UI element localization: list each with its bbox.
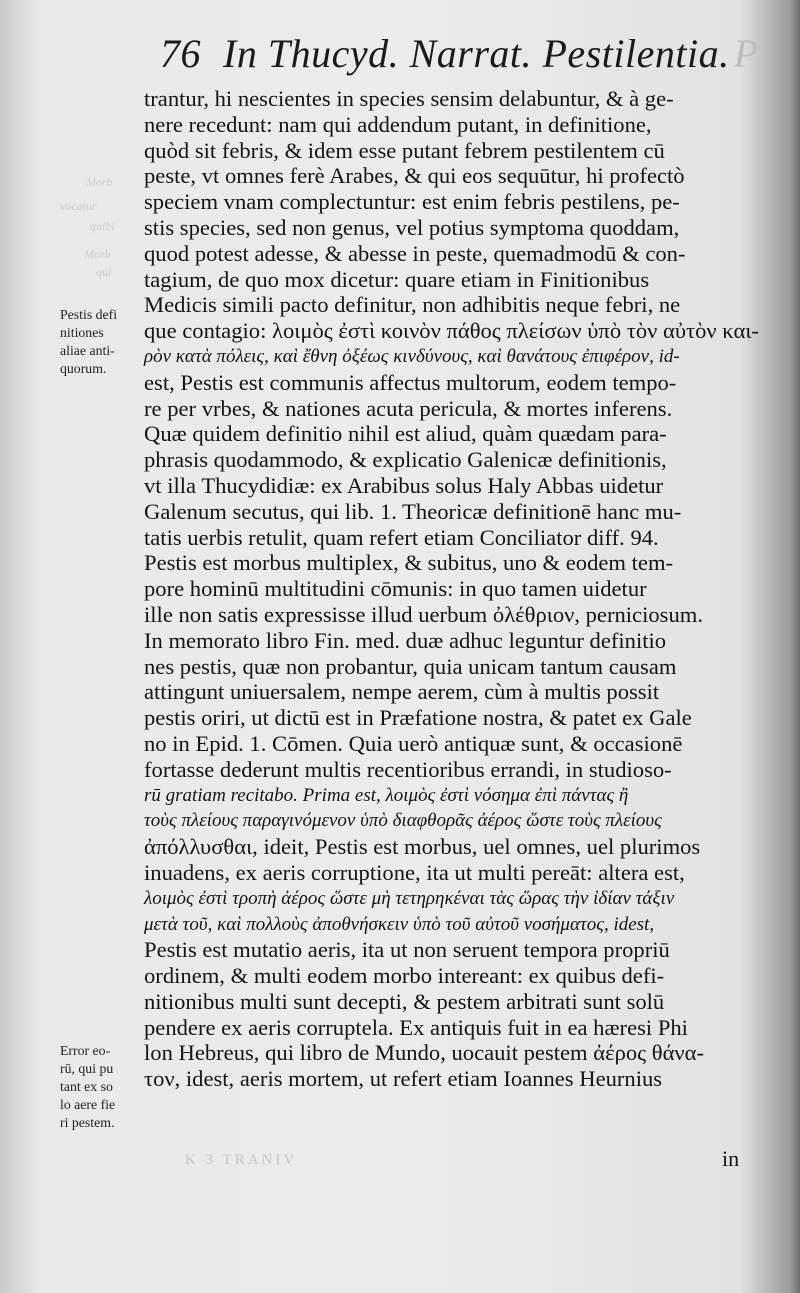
- bleed-through-text: qui: [96, 265, 112, 279]
- running-header: [160, 30, 759, 77]
- text-line: attingunt uniuersalem, nempe aerem, cùm à multis possit: [144, 679, 660, 705]
- margin-note-line: Pestis defi: [60, 307, 118, 322]
- catchword: in: [722, 1146, 740, 1171]
- margin-note-line: rū, qui pu: [60, 1061, 114, 1076]
- text-line: Medicis simili pacto definitur, non adhibitis neque febri, ne: [144, 292, 681, 318]
- text-line: Pestis est morbus multiplex, & subitus, uno & eodem tem-: [144, 550, 674, 576]
- text-line: phrasis quodammodo, & explicatio Galenicæ definitionis,: [144, 447, 667, 473]
- bleed-through-text: vocatur: [60, 199, 97, 213]
- margin-note-line: nitiones: [60, 325, 104, 340]
- ghost-letter: P: [733, 31, 759, 76]
- text-line: stis species, sed non genus, vel potius symptoma quoddam,: [144, 214, 680, 240]
- margin-note-line: lo aere fie: [60, 1097, 116, 1112]
- margin-note-definitions: [60, 306, 142, 378]
- bleed-through-text: quibl: [90, 219, 115, 233]
- text-line: ille non satis expressisse illud uerbum ὀλέθριον, perniciosum.: [144, 601, 703, 627]
- text-line: rū gratiam recitabo. Prima est, λοιμὸς ἐστὶ νόσημα ἐπὶ πάντας ἢ: [144, 784, 629, 806]
- text-line: pore hominū multitudini cōmunis: in quo tamen uidetur: [144, 576, 647, 602]
- text-line: ἀπόλλυσθαι, ideit, Pestis est morbus, uel omnes, uel plurimos: [144, 834, 701, 860]
- text-line: inuadens, ex aeris corruptione, ita ut multi pereāt: altera est,: [144, 859, 685, 885]
- bleed-through-text: Morb: [84, 247, 111, 261]
- margin-note-line: aliae anti-: [60, 343, 115, 358]
- running-title: In Thucyd. Narrat. Pestilentia.: [223, 31, 730, 76]
- text-line: nere recedunt: nam qui addendum putant, in definitione,: [144, 111, 652, 137]
- text-line: no in Epid. 1. Cōmen. Quia uerò antiquæ sunt, & occasionē: [144, 730, 683, 756]
- text-line: fortasse dederunt multis recentioribus errandi, in studioso-: [144, 756, 672, 782]
- text-line: re per vrbes, & nationes acuta pericula, & mortes inferens.: [144, 395, 673, 421]
- margin-note-line: tant ex so: [60, 1079, 113, 1094]
- text-line: Galenum secutus, qui lib. 1. Theoricæ definitionē hanc mu-: [144, 498, 682, 524]
- text-line: Quæ quidem definitio nihil est aliud, quàm quædam para-: [144, 421, 667, 447]
- text-line: λοιμὸς ἐστὶ τροπὴ ἀέρος ὥστε μὴ τετηρηκέναι τὰς ὥρας τὴν ἰδίαν τάξιν: [144, 887, 675, 909]
- text-line: est, Pestis est communis affectus multorum, eodem tempo-: [144, 369, 677, 395]
- text-line: lon Hebreus, qui libro de Mundo, uocauit pestem ἀέρος θάνα-: [144, 1040, 705, 1066]
- text-line: nitionibus multi sunt decepti, & pestem arbitrati sunt solū: [144, 988, 665, 1014]
- margin-note-error: [60, 1042, 142, 1132]
- margin-note-line: Error eo-: [60, 1043, 111, 1058]
- text-line: vt illa Thucydidiæ: ex Arabibus solus Haly Abbas uidetur: [144, 472, 664, 498]
- text-line: pestis oriri, ut dictū est in Præfatione nostra, & patet ex Gale: [144, 705, 692, 731]
- text-line: tagium, de quo mox dicetur: quare etiam in Finitionibus: [144, 266, 650, 292]
- text-line: Pestis est mutatio aeris, ita ut non seruent tempora propriū: [144, 937, 670, 963]
- margin-note-line: ri pestem.: [60, 1115, 115, 1130]
- text-line: nes pestis, quæ non probantur, quia unicam tantum causam: [144, 653, 677, 679]
- text-line: In memorato libro Fin. med. duæ adhuc leguntur definitio: [144, 627, 667, 653]
- text-line: speciem vnam complectuntur: est enim febris pestilens, pe-: [144, 189, 680, 215]
- body-text: [144, 86, 764, 1092]
- text-line: que contagio: λοιμὸς ἐστὶ κοινὸν πάθος πλείσων ὑπὸ τὸν αὐτὸν και-: [144, 318, 759, 344]
- text-line: quod potest adesse, & abesse in peste, quemadmodū & con-: [144, 240, 686, 266]
- text-line: ordinem, & multi eodem morbo intereant: ex quibus defi-: [144, 963, 665, 989]
- text-line: trantur, hi nescientes in species sensim delabuntur, & à ge-: [144, 86, 674, 111]
- text-line: peste, vt omnes ferè Arabes, & qui eos sequūtur, hi profectò: [144, 163, 685, 189]
- page-number: 76: [160, 31, 201, 76]
- text-line: μετὰ τοῦ, καὶ πολλοὺς ἀποθνήσκειν ὑπὸ τοῦ αὐτοῦ νοσήματος, idest,: [144, 913, 655, 935]
- text-line: τον, idest, aeris mortem, ut refert etiam Ioannes Heurnius: [144, 1066, 663, 1092]
- text-line: τοὺς πλείους παραγινόμενον ὑπὸ διαφθορᾶς ἀέρος ὥστε τοὺς πλείους: [144, 810, 662, 832]
- margin-note-line: quorum.: [60, 361, 107, 376]
- footer-ghost-text: K 3 TRANIV: [185, 1152, 298, 1168]
- text-line: tatis uerbis retulit, quam refert etiam Conciliator diff. 94.: [144, 524, 659, 550]
- bleed-through-text: Morb: [86, 175, 113, 189]
- text-line: ρὸν κατὰ πόλεις, καὶ ἔθνη ὀξέως κινδύνους, καὶ θανάτους ἐπιφέρον, id-: [144, 345, 680, 367]
- text-line: pendere ex aeris corruptela. Ex antiquis fuit in ea hæresi Phi: [144, 1014, 688, 1040]
- text-line: quòd sit febris, & idem esse putant febrem pestilentem cū: [144, 137, 665, 163]
